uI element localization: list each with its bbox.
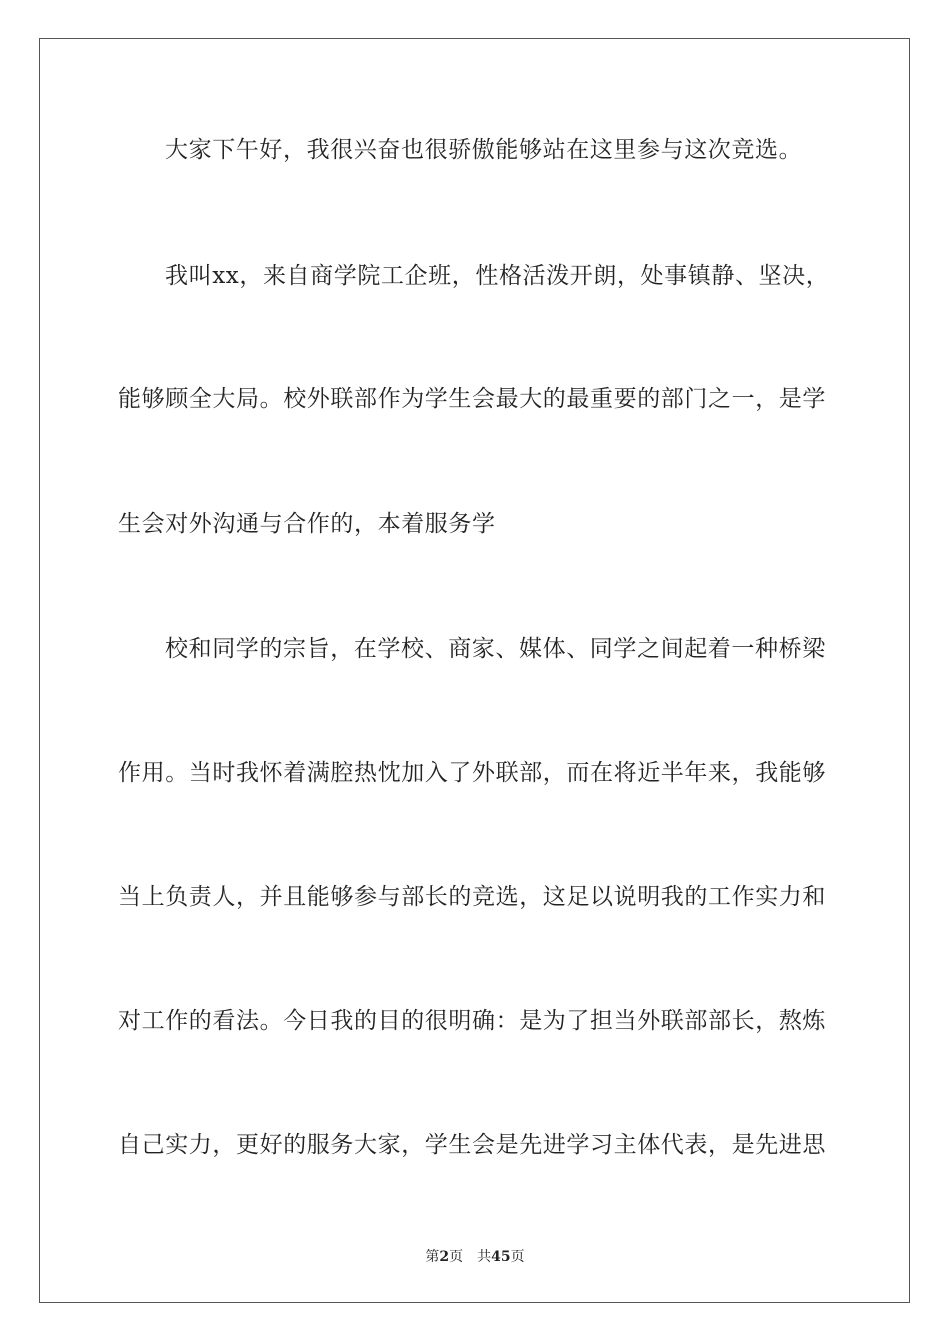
paragraph-line: 我叫xx，来自商学院工企班，性格活泼开朗，处事镇静、坚决， — [165, 263, 830, 289]
paragraph-line: 校和同学的宗旨，在学校、商家、媒体、同学之间起着一种桥梁 — [165, 636, 826, 662]
paragraph-line: 生会对外沟通与合作的，本着服务学 — [118, 511, 496, 537]
paragraph-line: 自己实力，更好的服务大家，学生会是先进学习主体代表，是先进思 — [118, 1132, 826, 1158]
paragraph-line: 当上负责人，并且能够参与部长的竞选，这足以说明我的工作实力和 — [118, 884, 826, 910]
paragraph-line: 大家下午好，我很兴奋也很骄傲能够站在这里参与这次竞选。 — [165, 137, 803, 163]
paragraph-line: 作用。当时我怀着满腔热忱加入了外联部，而在将近半年来，我能够 — [118, 760, 826, 786]
total-pages: 45 — [491, 1249, 511, 1265]
paragraph-line: 能够顾全大局。校外联部作为学生会最大的最重要的部门之一，是学 — [118, 386, 826, 412]
total-prefix: 共 — [477, 1249, 492, 1265]
page-footer — [0, 1248, 950, 1266]
total-suffix: 页 — [510, 1249, 525, 1265]
page-number: 2 — [439, 1249, 450, 1265]
page-prefix: 第 — [425, 1249, 440, 1265]
page-suffix: 页 — [449, 1249, 464, 1265]
page-frame — [39, 38, 910, 1303]
paragraph-line: 对工作的看法。今日我的目的很明确：是为了担当外联部部长，熬炼 — [118, 1008, 826, 1034]
